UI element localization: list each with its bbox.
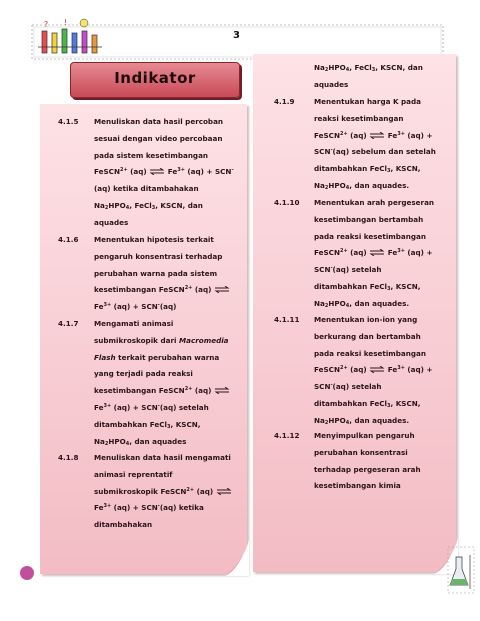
- item-text-line: aquades: [94, 217, 129, 227]
- item-text-line: kesetimbangan kimia: [314, 481, 401, 491]
- item-text-line: kesetimbangan FeSCN$^{2+}$ (aq): [94, 383, 230, 400]
- item-number: 4.1.6: [58, 235, 79, 244]
- decorative-circle: [20, 566, 34, 580]
- item-text-line: ditambahakan: [94, 520, 153, 530]
- item-number: 4.1.9: [274, 97, 295, 106]
- equilibrium-arrows-icon: [369, 249, 385, 256]
- item-text: [94, 450, 232, 534]
- item-text: [314, 60, 423, 94]
- item-text-line: $Na_2HPO_4$, dan aquades.: [314, 180, 410, 191]
- item-text-line: Flash terkait perubahan warna: [94, 352, 220, 362]
- item-text-line: $Na_2HPO_4$, FeCl$_3$, KSCN, dan: [314, 63, 423, 73]
- item-text-line: submikroskopik FeSCN$^{2+}$ (aq): [94, 484, 232, 501]
- item-text-line: perubahan konsentrasi: [314, 447, 408, 457]
- item-text-line: animasi reprentatif: [94, 469, 173, 479]
- item-text-line: perubahan warna pada sistem: [94, 268, 218, 278]
- item-text-line: SCN-(aq) sebelum dan setelah: [314, 147, 436, 157]
- item-text-line: FeSCN$^{2+}$ (aq) $Fe^{3+}$ (aq) +: [314, 248, 433, 258]
- item-text-line: $Na_2HPO_4$, dan aquades: [94, 436, 187, 447]
- item-text-line: Menyimpulkan pengaruh: [314, 431, 415, 440]
- item-text-line: Mengamati animasi: [94, 319, 174, 328]
- item-text-line: berkurang dan bertambah: [314, 331, 421, 341]
- item-text-line: SCN-(aq) setelah: [314, 265, 382, 275]
- item-text-line: SCN-(aq) setelah: [314, 382, 382, 392]
- item-text-line: FeSCN$^{2+}$ (aq) $Fe^{3+}$ (aq) +: [314, 130, 433, 140]
- item-number: 4.1.10: [274, 198, 300, 207]
- equilibrium-arrows-icon: [369, 366, 385, 373]
- lab-equipment-illustration: [444, 545, 476, 595]
- item-text-line: FeSCN$^{2+}$ (aq) $Fe^{3+}$ (aq) +: [314, 365, 433, 375]
- item-text-line: Menentukan harga K pada: [314, 97, 422, 106]
- item-text-line: yang terjadi pada reaksi: [94, 369, 193, 379]
- item-text-line: pada reaksi kesetimbangan: [314, 348, 427, 358]
- item-text-line: Menentukan hipotesis terkait: [94, 235, 214, 244]
- item-text-line: pada reaksi kesetimbangan: [314, 231, 427, 241]
- item-text-line: ditambahkan FeCl$_3$, KSCN,: [314, 164, 421, 175]
- item-text-line: pada sistem kesetimbangan: [94, 150, 209, 160]
- item-text-line: Menuliskan data hasil percoban: [94, 117, 224, 126]
- item-text-line: ditambahkan FeCl$_3$, KSCN,: [314, 398, 421, 409]
- item-text-line: submikroskopik dari Macromedia: [94, 335, 229, 345]
- item-text: [94, 114, 234, 232]
- equilibrium-arrows-icon: [369, 132, 385, 139]
- equilibrium-arrows-icon: [216, 488, 232, 495]
- page-curl-icon: [225, 540, 249, 576]
- page-title: Indikator: [114, 69, 196, 87]
- item-text-line: kesetimbangan bertambah: [314, 214, 424, 224]
- item-text: [314, 195, 434, 313]
- item-text-line: $Fe^{3+}$ (aq) + SCN-(aq) ketika: [94, 503, 204, 513]
- item-text-line: terhadap pergeseran arah: [314, 464, 421, 474]
- svg-text:?: ?: [44, 20, 49, 29]
- item-text-line: reaksi kesetimbangan: [314, 113, 404, 123]
- item-text-line: Menentukan arah pergeseran: [314, 198, 435, 207]
- item-text-line: $Na_2HPO_4$, FeCl$_3$, KSCN, dan: [94, 200, 203, 211]
- item-text-line: ditambahkan FeCl$_3$, KSCN,: [94, 419, 201, 430]
- item-text-line: Menentukan ion-ion yang: [314, 315, 418, 324]
- item-text-line: Menuliskan data hasil mengamati: [94, 453, 231, 462]
- item-number: 4.1.5: [58, 117, 79, 126]
- item-text: [314, 94, 436, 195]
- item-text-line: FeSCN$^{2+}$ (aq) $Fe^{3+}$ (aq) + SCN-: [94, 167, 234, 177]
- item-text-line: aquades: [314, 79, 349, 89]
- item-text: [314, 428, 421, 495]
- item-text-line: kesetimbangan FeSCN$^{2+}$ (aq): [94, 282, 230, 299]
- item-text-line: (aq) ketika ditambahakan: [94, 184, 199, 194]
- svg-text:!: !: [64, 18, 68, 27]
- item-text-line: $Na_2HPO_4$, dan aquades.: [314, 415, 410, 426]
- item-number: 4.1.11: [274, 315, 300, 324]
- page-number: 3: [233, 30, 240, 41]
- item-text-line: sesuai dengan video percobaan: [94, 133, 223, 143]
- title-banner: [70, 62, 240, 98]
- item-number: 4.1.7: [58, 319, 79, 328]
- item-text-line: pengaruh konsentrasi terhadap: [94, 251, 223, 261]
- item-number: 4.1.12: [274, 431, 300, 440]
- equilibrium-arrows-icon: [214, 286, 230, 293]
- equilibrium-arrows-icon: [149, 168, 165, 175]
- item-text-line: $Fe^{3+}$ (aq) + SCN-(aq) setelah: [94, 402, 209, 412]
- item-text: [314, 312, 432, 430]
- item-text-line: ditambahkan FeCl$_3$, KSCN,: [314, 281, 421, 292]
- item-text-line: $Fe^{3+}$ (aq) + SCN-(aq): [94, 302, 177, 312]
- item-number: 4.1.8: [58, 453, 79, 462]
- item-text-line: $Na_2HPO_4$, dan aquades.: [314, 298, 410, 309]
- item-text: [94, 316, 230, 450]
- item-text: [94, 232, 230, 316]
- equilibrium-arrows-icon: [214, 387, 230, 394]
